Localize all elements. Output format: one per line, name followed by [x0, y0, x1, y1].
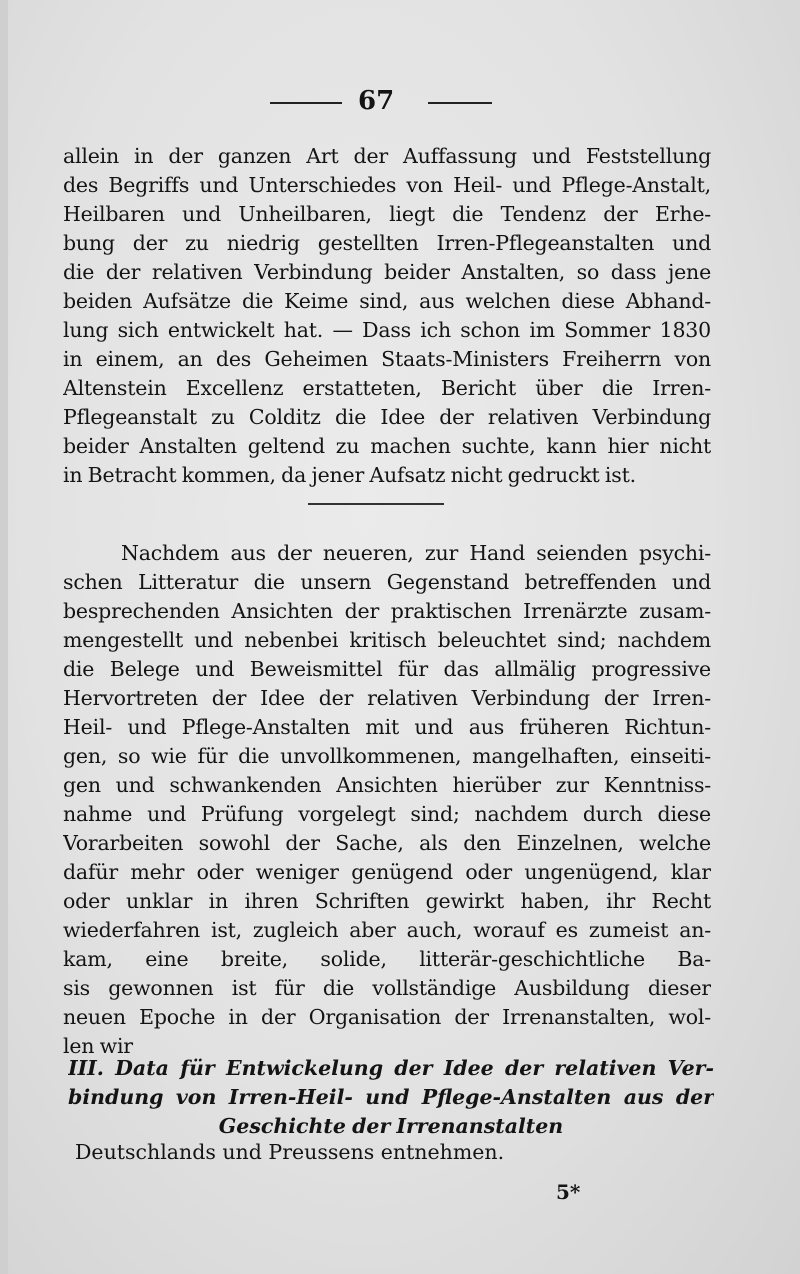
text-line: Vorarbeiten sowohl der Sache, als den Einzelnen, welche: [63, 831, 711, 855]
paragraph-1: [63, 142, 711, 490]
text-line: lung sich entwickelt hat. — Dass ich schon im Sommer 1830: [63, 318, 711, 342]
signature-mark: 5*: [556, 1180, 581, 1204]
text-line: nahme und Prüfung vorgelegt sind; nachdem durch diese: [63, 802, 711, 826]
text-line: allein in der ganzen Art der Auffassung und Feststellung: [63, 144, 711, 168]
text-line: wiederfahren ist, zugleich aber auch, worauf es zumeist an-: [63, 918, 711, 942]
heading-line: III. Data für Entwickelung der Idee der relativen Ver-: [68, 1056, 714, 1080]
text-line: des Begriffs und Unterschiedes von Heil- und Pflege-Anstalt,: [63, 173, 711, 197]
header-rule-right: [428, 102, 492, 104]
text-line: beiden Aufsätze die Keime sind, aus welchen diese Abhand-: [63, 289, 711, 313]
text-line: len wir: [63, 1034, 133, 1058]
page-number: 67: [358, 86, 395, 116]
text-line: besprechenden Ansichten der praktischen Irrenärzte zusam-: [63, 599, 711, 623]
heading-tail: Deutschlands und Preussens entnehmen.: [75, 1140, 505, 1164]
section-separator: [308, 503, 444, 505]
text-line: die Belege und Beweismittel für das allmälig progressive: [63, 657, 711, 681]
text-line: sis gewonnen ist für die vollständige Ausbildung dieser: [63, 976, 711, 1000]
book-page: [8, 0, 800, 1274]
header-rule-left: [270, 102, 342, 104]
heading-line: bindung von Irren-Heil- und Pflege-Anstalten aus der: [68, 1085, 714, 1109]
text-line: dafür mehr oder weniger genügend oder ungenügend, klar: [63, 860, 711, 884]
text-line: Pflegeanstalt zu Colditz die Idee der relativen Verbindung: [63, 405, 711, 429]
paragraph-2: [63, 539, 711, 1061]
text-line: gen und schwankenden Ansichten hierüber zur Kenntniss-: [63, 773, 711, 797]
text-line: in einem, an des Geheimen Staats-Ministers Freiherrn von: [63, 347, 711, 371]
text-line: kam, eine breite, solide, litterär-geschichtliche Ba-: [63, 947, 711, 971]
text-line: Hervortreten der Idee der relativen Verbindung der Irren-: [63, 686, 711, 710]
text-line: Heilbaren und Unheilbaren, liegt die Tendenz der Erhe-: [63, 202, 711, 226]
page-header: [8, 85, 800, 117]
text-line: mengestellt und nebenbei kritisch beleuchtet sind; nachdem: [63, 628, 711, 652]
text-line: beider Anstalten geltend zu machen suchte, kann hier nicht: [63, 434, 711, 458]
section-heading: [68, 1054, 714, 1141]
heading-line: Geschichte der Irrenanstalten: [218, 1114, 564, 1138]
text-line: in Betracht kommen, da jener Aufsatz nicht gedruckt ist.: [63, 463, 636, 487]
text-line: oder unklar in ihren Schriften gewirkt haben, ihr Recht: [63, 889, 711, 913]
text-line: gen, so wie für die unvollkommenen, mangelhaften, einseiti-: [63, 744, 711, 768]
text-line: Altenstein Excellenz erstatteten, Bericht über die Irren-: [63, 376, 711, 400]
text-line: Heil- und Pflege-Anstalten mit und aus früheren Richtun-: [63, 715, 711, 739]
text-line: Nachdem aus der neueren, zur Hand seienden psychi-: [121, 541, 711, 565]
text-line: schen Litteratur die unsern Gegenstand betreffenden und: [63, 570, 711, 594]
text-line: neuen Epoche in der Organisation der Irrenanstalten, wol-: [63, 1005, 711, 1029]
text-line: bung der zu niedrig gestellten Irren-Pflegeanstalten und: [63, 231, 711, 255]
text-line: die der relativen Verbindung beider Anstalten, so dass jene: [63, 260, 711, 284]
